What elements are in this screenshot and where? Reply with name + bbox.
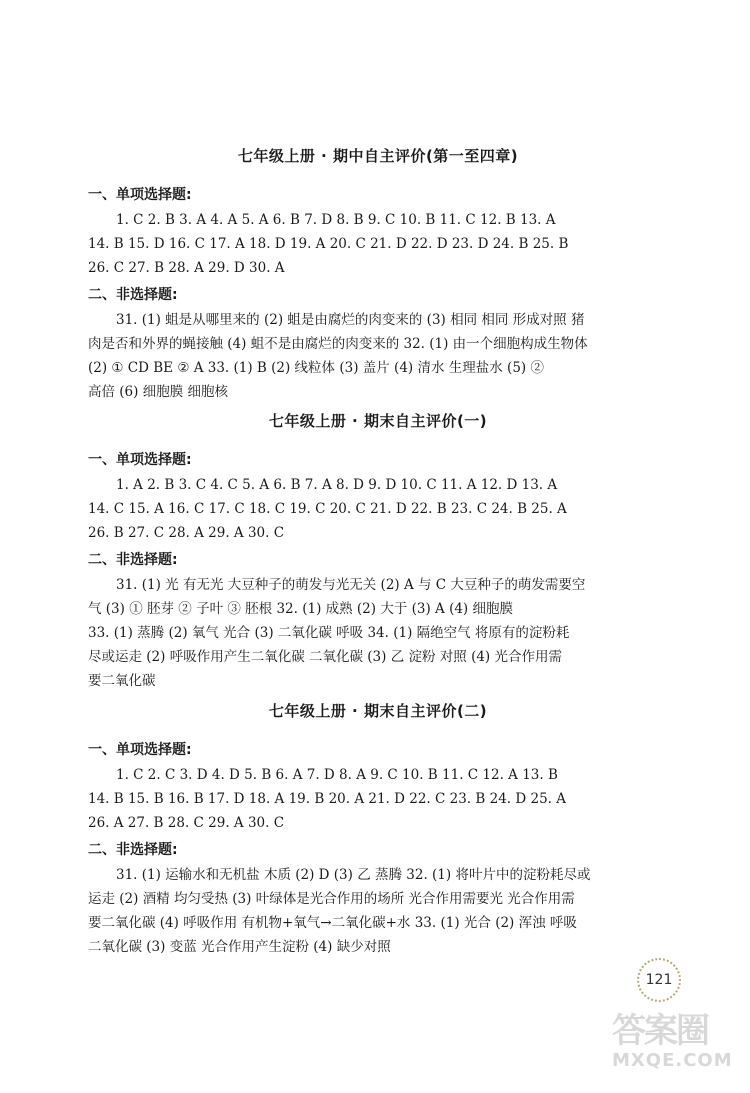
page-number-label: 121 bbox=[645, 972, 673, 988]
answer-line: 二氧化碳 (3) 变蓝 光合作用产生淀粉 (4) 缺少对照 bbox=[88, 939, 391, 955]
single-choice-heading: 一、单项选择题: bbox=[88, 187, 192, 203]
answer-line: 14. C 15. A 16. C 17. C 18. C 19. C 20. C 21. D 22. B 23. C 24. B 25. A bbox=[88, 501, 567, 517]
answer-line: 26. B 27. C 28. A 29. A 30. C bbox=[88, 525, 285, 541]
answer-line: 14. B 15. D 16. C 17. A 18. D 19. A 20. C 21. D 22. D 23. D 24. B 25. B bbox=[88, 236, 569, 252]
section-final-1 bbox=[88, 410, 668, 693]
answer-line: 尽或运走 (2) 呼吸作用产生二氧化碳 二氧化碳 (3) 乙 淀粉 对照 (4) 光合作用需 bbox=[88, 649, 562, 665]
answer-line: 1. A 2. B 3. C 4. C 5. A 6. B 7. A 8. D 9. D 10. C 11. A 12. D 13. A bbox=[116, 477, 558, 493]
non-choice-heading: 二、非选择题: bbox=[88, 552, 178, 568]
page-number bbox=[637, 958, 681, 1002]
section-final-2 bbox=[88, 700, 668, 959]
answer-line: 要二氧化碳 (4) 呼吸作用 有机物+氧气→二氧化碳+水 33. (1) 光合 (2) 浑浊 呼吸 bbox=[88, 915, 577, 931]
answer-line: 14. B 15. B 16. B 17. D 18. A 19. B 20. A 21. D 22. C 23. B 24. D 25. A bbox=[88, 791, 566, 807]
section-title: 七年级上册 · 期中自主评价(第一至四章) bbox=[237, 147, 519, 165]
answer-line: 高倍 (6) 细胞膜 细胞核 bbox=[88, 384, 228, 400]
single-choice-heading: 一、单项选择题: bbox=[88, 452, 192, 468]
answer-line: 要二氧化碳 bbox=[88, 673, 156, 689]
answer-line: 31. (1) 运输水和无机盐 木质 (2) D (3) 乙 蒸腾 32. (1) 将叶片中的淀粉耗尽或 bbox=[116, 867, 591, 883]
section-midterm bbox=[88, 145, 668, 404]
watermark-logo: 答案圈 bbox=[612, 1011, 708, 1051]
answer-line: 31. (1) 光 有无光 大豆种子的萌发与光无关 (2) A 与 C 大豆种子的萌发需要空 bbox=[116, 577, 586, 593]
watermark bbox=[612, 1012, 732, 1082]
non-choice-heading: 二、非选择题: bbox=[88, 842, 178, 858]
answer-line: 33. (1) 蒸腾 (2) 氧气 光合 (3) 二氧化碳 呼吸 34. (1) 隔绝空气 将原有的淀粉耗 bbox=[88, 625, 570, 641]
answer-line: 气 (3) ① 胚芽 ② 子叶 ③ 胚根 32. (1) 成熟 (2) 大于 (3) A (4) 细胞膜 bbox=[88, 601, 513, 617]
section-title: 七年级上册 · 期末自主评价(二) bbox=[268, 702, 488, 720]
answer-line: 1. C 2. C 3. D 4. D 5. B 6. A 7. D 8. A 9. C 10. B 11. C 12. A 13. B bbox=[116, 767, 558, 783]
watermark-url: MXQE.COM bbox=[612, 1050, 733, 1071]
section-title: 七年级上册 · 期末自主评价(一) bbox=[268, 412, 488, 430]
answer-line: 运走 (2) 酒精 均匀受热 (3) 叶绿体是光合作用的场所 光合作用需要光 光合作用需 bbox=[88, 891, 575, 907]
answer-line: 1. C 2. B 3. A 4. A 5. A 6. B 7. D 8. B 9. C 10. B 11. C 12. B 13. A bbox=[116, 212, 556, 228]
answer-line: (2) ① CD BE ② A 33. (1) B (2) 线粒体 (3) 盖片 (4) 清水 生理盐水 (5) ② bbox=[88, 360, 544, 376]
answer-line: 26. C 27. B 28. A 29. D 30. A bbox=[88, 260, 285, 276]
non-choice-heading: 二、非选择题: bbox=[88, 287, 178, 303]
answer-line: 肉是否和外界的蝇接触 (4) 蛆不是由腐烂的肉变来的 32. (1) 由一个细胞构成生物体 bbox=[88, 336, 588, 352]
answer-line: 31. (1) 蛆是从哪里来的 (2) 蛆是由腐烂的肉变来的 (3) 相同 相同 形成对照 猪 bbox=[116, 312, 585, 328]
single-choice-heading: 一、单项选择题: bbox=[88, 742, 192, 758]
answer-line: 26. A 27. B 28. C 29. A 30. C bbox=[88, 815, 285, 831]
